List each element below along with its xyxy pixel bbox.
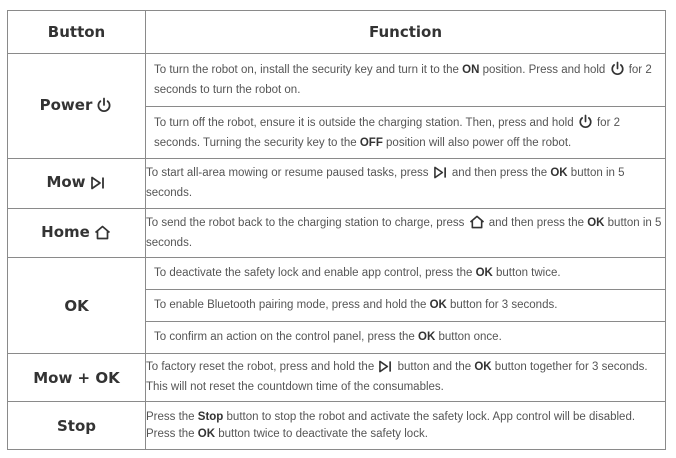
function-home — [146, 209, 666, 258]
power-icon — [578, 114, 593, 135]
button-name-ok — [8, 258, 146, 354]
text: button and the — [394, 361, 475, 373]
button-name-power — [8, 54, 146, 159]
play-pause-icon — [90, 176, 106, 194]
text: for 2 seconds. Turning the security key to the — [154, 116, 621, 149]
power-icon — [610, 61, 625, 82]
table-row-mow — [8, 159, 666, 209]
text: Press the — [146, 410, 198, 423]
button-name-mow-ok — [8, 354, 146, 402]
text: position will also power off the robot. — [382, 136, 572, 149]
text: To factory reset the robot, press and hold the — [146, 361, 378, 373]
button-name-stop — [8, 402, 146, 450]
text: button twice. — [492, 267, 561, 279]
header-function: Function — [146, 11, 666, 54]
bold-off: OFF — [359, 136, 383, 149]
button-label-ok: OK — [64, 296, 89, 315]
bold-ok: OK — [418, 331, 436, 343]
text: To send the robot back to the charging station to charge, press — [146, 216, 468, 229]
text: button for 3 seconds. — [446, 299, 558, 311]
table-row-mow-ok — [8, 354, 666, 402]
table-row-home — [8, 209, 666, 258]
table-header-row — [8, 11, 666, 54]
text: button twice to deactivate the safety lock. — [215, 427, 428, 440]
bold-stop: Stop — [197, 410, 224, 423]
function-power-off — [146, 106, 665, 158]
function-power — [146, 54, 666, 159]
button-label-mow: Mow — [46, 173, 86, 191]
button-label-power: Power — [39, 95, 93, 114]
button-label-home: Home — [41, 222, 90, 241]
text: To enable Bluetooth pairing mode, press and hold the — [154, 299, 430, 311]
text: To turn the robot on, install the security key and turn it to the — [154, 64, 463, 76]
table-row-ok — [8, 258, 666, 354]
bold-ok: OK — [429, 299, 447, 311]
text: button in 5 seconds. — [146, 167, 625, 199]
text: for 2 seconds to turn the robot on. — [154, 64, 652, 96]
function-ok — [146, 258, 666, 354]
bold-ok: OK — [550, 167, 568, 179]
text: button together for 3 seconds. This will not reset the countdown time of the consumables. — [146, 361, 648, 393]
text: position. Press and hold — [479, 64, 609, 76]
text: button once. — [435, 331, 502, 343]
play-pause-icon — [378, 360, 393, 379]
text: button in 5 seconds. — [146, 216, 662, 249]
function-ok-confirm — [146, 321, 665, 353]
bold-ok: OK — [475, 267, 493, 279]
text: To deactivate the safety lock and enable app control, press the — [154, 267, 476, 279]
button-label-stop: Stop — [56, 416, 97, 435]
function-ok-app-control — [146, 258, 665, 289]
text: button to stop the robot and activate the safety lock. App control will be disabled. Press the — [146, 410, 636, 440]
text: To turn off the robot, ensure it is outside the charging station. Then, press and hold — [154, 116, 577, 129]
bold-ok: OK — [474, 361, 492, 373]
table-row-power — [8, 54, 666, 159]
play-pause-icon — [433, 166, 448, 185]
bold-ok: OK — [587, 216, 605, 229]
function-ok-bluetooth — [146, 289, 665, 321]
text: and then press the — [485, 216, 588, 229]
button-name-home — [8, 209, 146, 258]
text: To confirm an action on the control panel, press the — [154, 331, 419, 343]
function-stop — [146, 402, 666, 450]
text: To start all-area mowing or resume paused tasks, press — [146, 167, 432, 179]
function-power-on — [146, 54, 665, 106]
function-mow-ok — [146, 354, 666, 402]
power-icon — [96, 97, 112, 117]
bold-ok: OK — [197, 427, 216, 440]
bold-on: ON — [462, 64, 480, 76]
function-mow — [146, 159, 666, 209]
home-icon — [94, 225, 111, 244]
button-label-mow-ok: Mow + OK — [33, 368, 120, 387]
table-row-stop — [8, 402, 666, 450]
text: and then press the — [448, 167, 551, 179]
button-function-table — [7, 10, 666, 450]
header-button: Button — [8, 11, 146, 54]
home-icon — [469, 215, 485, 235]
button-name-mow — [8, 159, 146, 209]
